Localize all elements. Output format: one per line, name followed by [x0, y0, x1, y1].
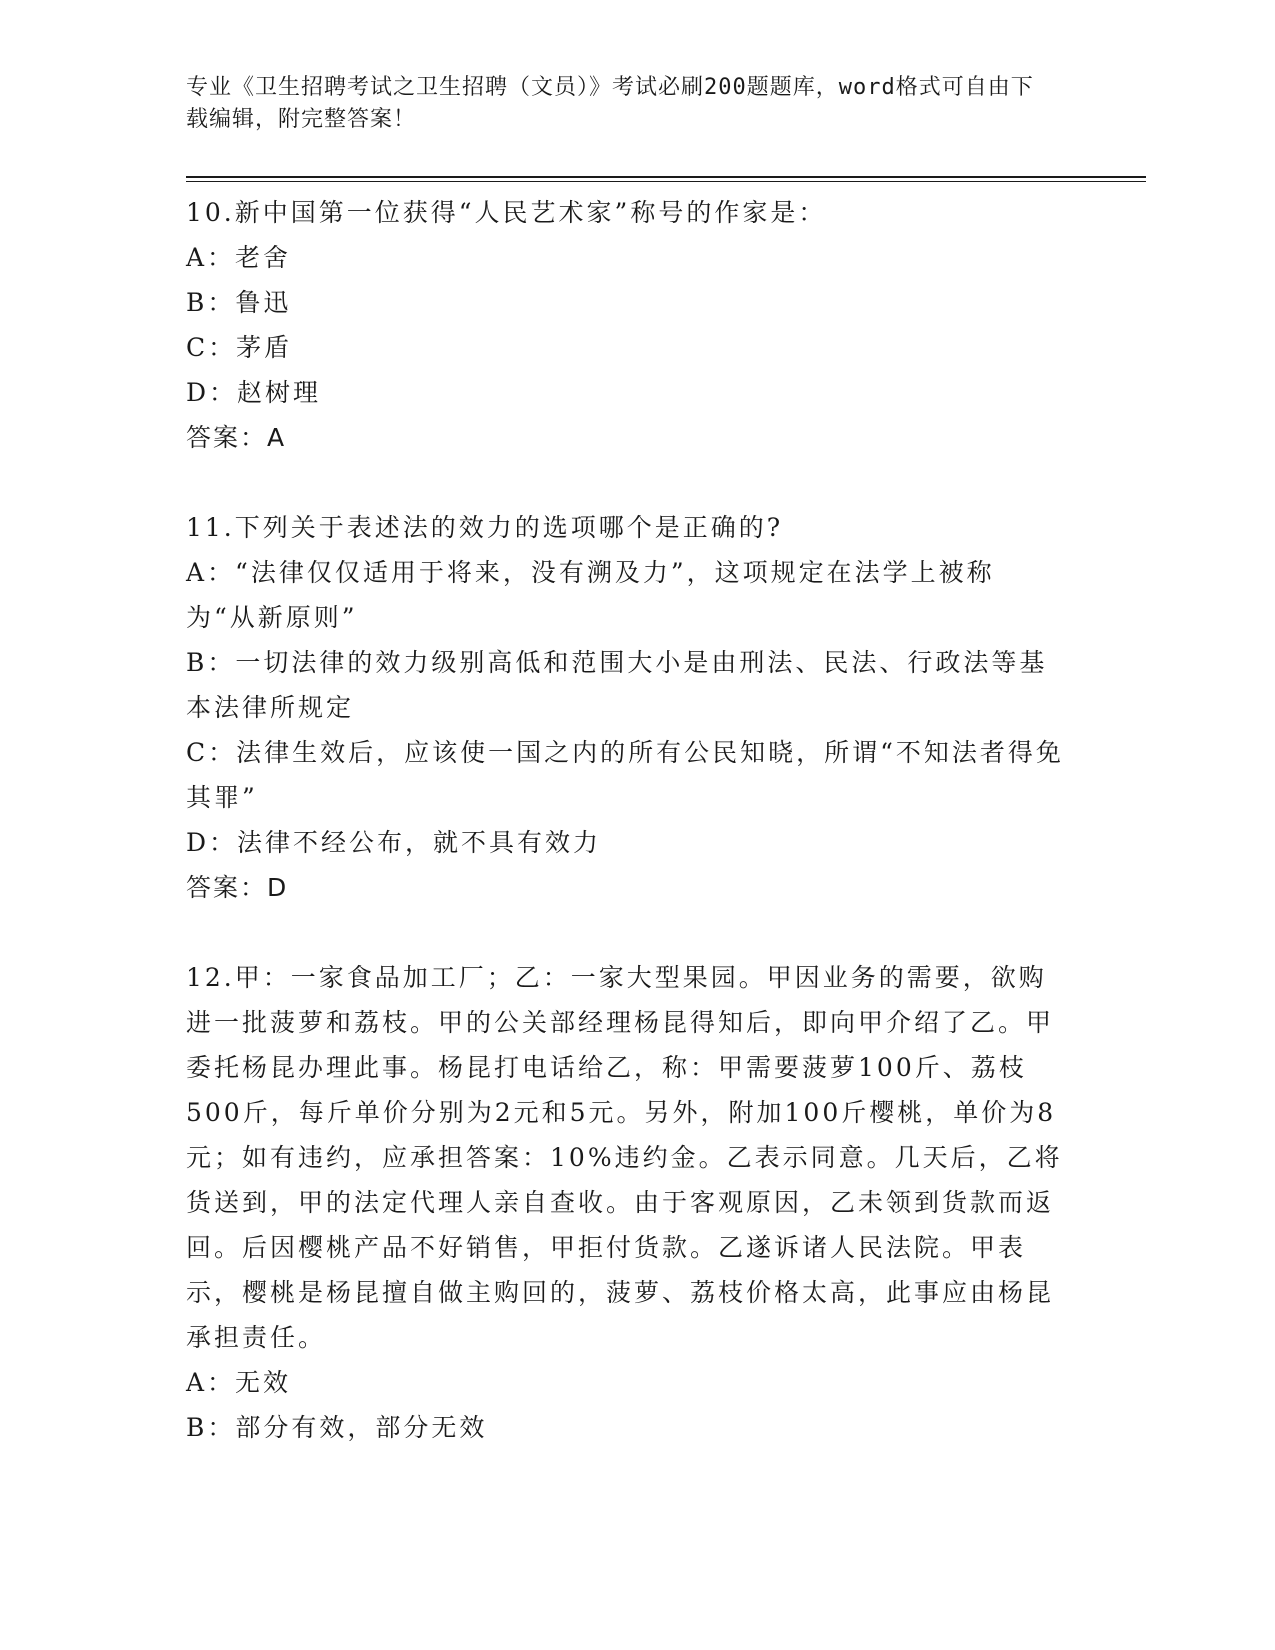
option-c: C：法律生效后，应该使一国之内的所有公民知晓，所谓“不知法者得免其罪” [186, 738, 1064, 812]
option-b: B：一切法律的效力级别高低和范围大小是由刑法、民法、行政法等基本法律所规定 [186, 648, 1048, 722]
header-divider-thick [186, 176, 1146, 178]
option-c: C：茅盾 [186, 333, 293, 362]
option-a: A：无效 [186, 1368, 292, 1397]
question-text: 10.新中国第一位获得“人民艺术家”称号的作家是： [186, 198, 827, 227]
option-b: B：鲁迅 [186, 288, 292, 317]
option-a: A：“法律仅仅适用于将来，没有溯及力”，这项规定在法学上被称为“从新原则” [186, 558, 995, 632]
question-text: 11.下列关于表述法的效力的选项哪个是正确的? [186, 513, 784, 542]
header-divider-thin [186, 181, 1146, 182]
option-a: A：老舍 [186, 243, 292, 272]
question-10 [186, 190, 1066, 460]
option-d: D：赵树理 [186, 378, 322, 407]
option-b: B：部分有效，部分无效 [186, 1413, 488, 1442]
question-11 [186, 505, 1066, 910]
question-12 [186, 955, 1066, 1450]
question-text: 12.甲：一家食品加工厂；乙：一家大型果园。甲因业务的需要，欲购进一批菠萝和荔枝。甲的公关部经理杨昆得知后，即向甲介绍了乙。甲委托杨昆办理此事。杨昆打电话给乙，称：甲需要菠萝100斤、荔枝500斤，每斤单价分别为2元和5元。另外，附加100斤樱桃，单价为8元；如有违约，应承担答案：10%违约金。乙表示同意。几天后，乙将货送到，甲的法定代理人亲自查收。由于客观原因，乙未领到货款而返回。后因樱桃产品不好销售，甲拒付货款。乙遂诉诸人民法院。甲表示，樱桃是杨昆擅自做主购回的，菠萝、荔枝价格太高，此事应由杨昆承担责任。 [186, 963, 1063, 1352]
answer-label: 答案：D [186, 873, 289, 902]
question-list [186, 190, 1066, 1495]
answer-label: 答案：A [186, 423, 287, 452]
option-d: D：法律不经公布，就不具有效力 [186, 828, 602, 857]
document-header: 专业《卫生招聘考试之卫生招聘（文员）》考试必刷200题题库，word格式可自由下载编辑，附完整答案！ [186, 75, 1034, 132]
